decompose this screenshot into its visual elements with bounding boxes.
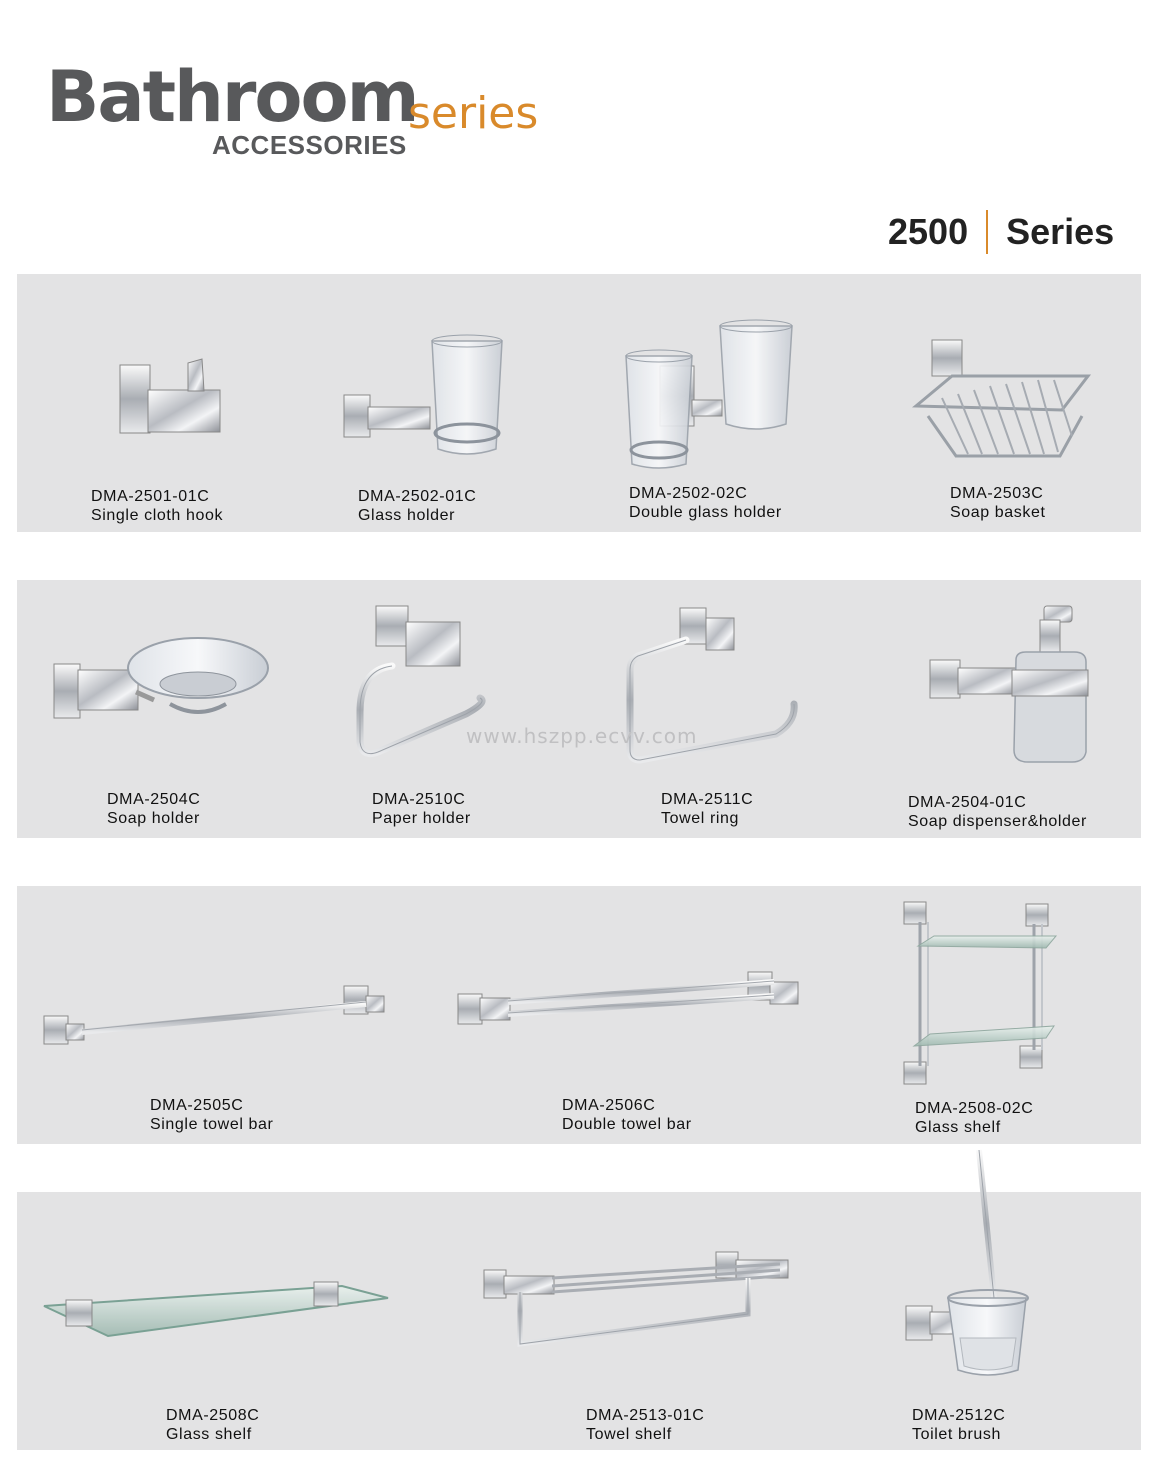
- single-cloth-hook-image: [118, 355, 228, 440]
- product-code: DMA-2504-01C: [908, 794, 1027, 811]
- product-code: DMA-2508C: [166, 1407, 260, 1424]
- product-label: [629, 484, 782, 522]
- series-header: [888, 210, 1114, 254]
- product-name: Single cloth hook: [91, 507, 224, 524]
- product-label: [107, 790, 200, 828]
- product-name: Single towel bar: [150, 1116, 274, 1133]
- soap-basket-image: [912, 336, 1092, 466]
- product-name: Soap holder: [107, 810, 200, 827]
- product-name: Double towel bar: [562, 1116, 692, 1133]
- product-label: [915, 1099, 1033, 1137]
- series-number: 2500: [888, 211, 969, 252]
- product-label: [912, 1406, 1005, 1444]
- series-divider: [986, 210, 988, 254]
- product-name: Glass holder: [358, 507, 456, 524]
- product-label: [950, 484, 1046, 522]
- double-towel-bar-image: [456, 968, 802, 1032]
- product-name: Glass shelf: [166, 1426, 252, 1443]
- product-name: Soap basket: [950, 504, 1046, 521]
- product-name: Soap dispenser&holder: [908, 813, 1087, 830]
- product-code: DMA-2505C: [150, 1097, 244, 1114]
- brand-title: Bathroom: [46, 56, 418, 138]
- product-label: [908, 793, 1087, 831]
- product-code: DMA-2513-01C: [586, 1407, 705, 1424]
- product-code: DMA-2503C: [950, 485, 1044, 502]
- product-code: DMA-2501-01C: [91, 488, 210, 505]
- product-code: DMA-2504C: [107, 791, 201, 808]
- series-label: Series: [1006, 211, 1115, 252]
- product-name: Double glass holder: [629, 504, 782, 521]
- product-label: [358, 487, 476, 525]
- product-name: Towel shelf: [586, 1426, 672, 1443]
- brand-accessories: ACCESSORIES: [212, 130, 407, 160]
- single-towel-bar-image: [40, 982, 390, 1048]
- product-code: DMA-2510C: [372, 791, 466, 808]
- soap-dispenser-image: [926, 600, 1096, 768]
- double-glass-holder-image: [622, 318, 802, 473]
- product-code: DMA-2508-02C: [915, 1100, 1034, 1117]
- product-name: Toilet brush: [912, 1426, 1002, 1443]
- product-name: Glass shelf: [915, 1119, 1001, 1136]
- product-code: DMA-2502-02C: [629, 485, 748, 502]
- brand-logo: [46, 56, 539, 160]
- product-code: DMA-2511C: [661, 791, 754, 808]
- product-label: [661, 790, 753, 828]
- glass-holder-image: [340, 335, 520, 460]
- soap-holder-image: [52, 624, 274, 724]
- product-label: [562, 1096, 692, 1134]
- brand-series-word: series: [408, 88, 539, 139]
- product-name: Towel ring: [661, 810, 740, 827]
- product-code: DMA-2512C: [912, 1407, 1006, 1424]
- toilet-brush-image: [904, 1148, 1030, 1382]
- product-label: [91, 487, 223, 525]
- watermark-text: www.hszpp.ecvv.com: [466, 724, 698, 748]
- product-label: [372, 790, 471, 828]
- double-glass-shelf-image: [900, 896, 1062, 1088]
- product-code: DMA-2506C: [562, 1097, 656, 1114]
- product-name: Paper holder: [372, 810, 471, 827]
- product-label: [166, 1406, 259, 1444]
- glass-shelf-image: [42, 1276, 392, 1344]
- product-code: DMA-2502-01C: [358, 488, 477, 505]
- product-label: [586, 1406, 704, 1444]
- towel-shelf-image: [480, 1248, 794, 1348]
- product-label: [150, 1096, 273, 1134]
